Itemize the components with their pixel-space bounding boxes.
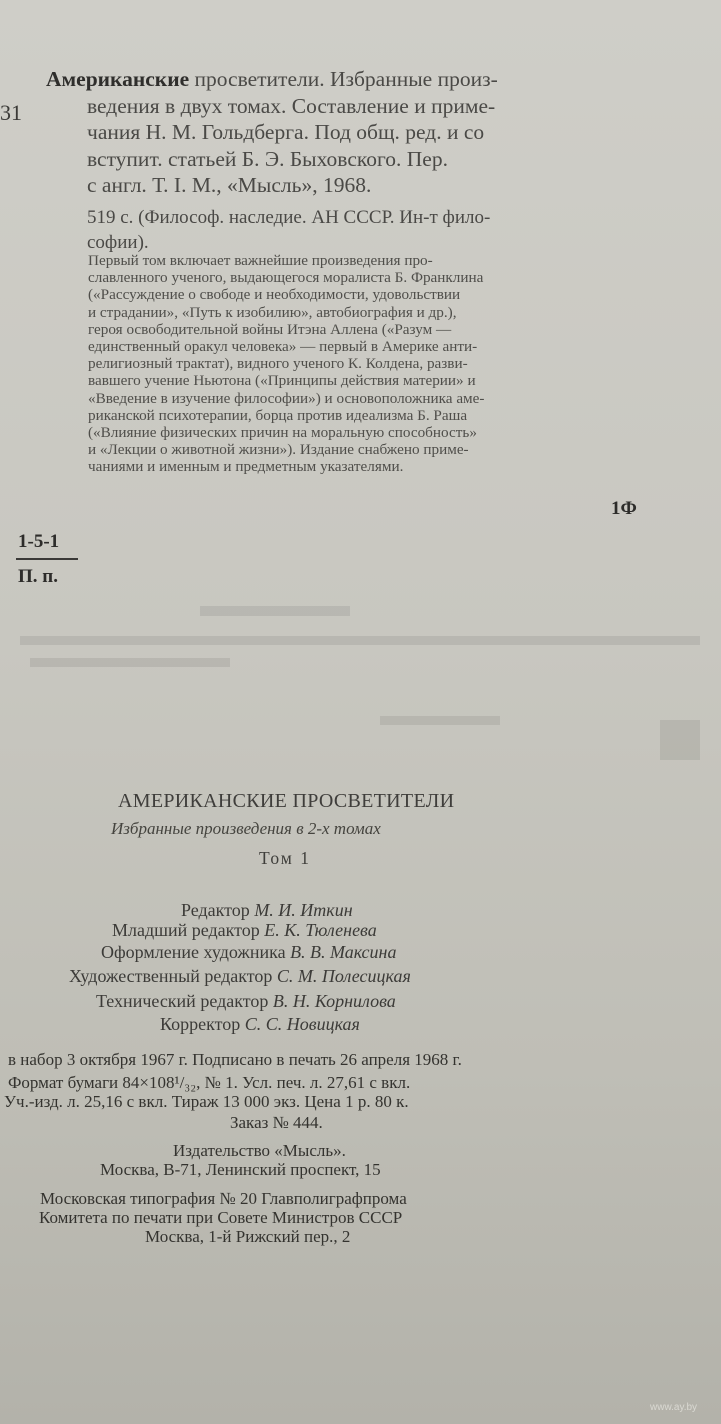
credit-proofreader: Корректор С. С. Новицкая (160, 1014, 360, 1034)
annotation (88, 252, 648, 476)
annotation-line: вавшего учение Ньютона («Принципы действия материи» и (88, 372, 476, 390)
entry-physical-description: 519 с. (Философ. наследие. АН СССР. Ин-т фило- софии). (87, 206, 491, 253)
annotation-line: («Влияние физических причин на моральную способность» (88, 424, 477, 442)
annotation-line: славленного ученого, выдающегося моралиста Б. Франклина (88, 269, 484, 287)
annotation-line: («Рассуждение о свободе и необходимости, удовольствии (88, 286, 461, 304)
annotation-line: Первый том включает важнейшие произведения про- (88, 252, 433, 269)
imprint-line: в набор 3 октября 1967 г. Подписано в печать 26 апреля 1968 г. (8, 1050, 462, 1069)
credit-junior-editor: Младший редактор Е. К. Тюленева (112, 920, 377, 940)
volume-label: Том 1 (259, 848, 311, 868)
annotation-line: религиозный трактат), видного ученого К. Колдена, разви- (88, 355, 468, 373)
imprint-printer: Комитета по печати при Совете Министров СССР (39, 1208, 403, 1227)
show-through-texture (20, 600, 710, 780)
imprint-line: Формат бумаги 84×108¹/₃₂, № 1. Усл. печ. л. 27,61 с вкл. (8, 1073, 411, 1092)
imprint-address: Москва, В-71, Ленинский проспект, 15 (100, 1160, 381, 1179)
entry-line-4: вступит. статьей Б. Э. Быховского. Пер. (87, 146, 448, 171)
annotation-line: единственный оракул человека» — первый в Америке анти- (88, 338, 478, 356)
catalog-code-top: 1-5-1 (18, 531, 60, 552)
catalog-code-bottom: П. п. (18, 566, 58, 587)
imprint-printer-address: Москва, 1-й Рижский пер., 2 (145, 1227, 351, 1246)
entry-author: Американские (46, 67, 190, 91)
annotation-line: риканской психотерапии, борца против идеализма Б. Раша (88, 406, 468, 424)
credit-editor: Редактор М. И. Иткин (181, 900, 353, 920)
classification-index: 1Ф (611, 498, 637, 519)
imprint-printer: Московская типография № 20 Главполиграфпрома (40, 1189, 407, 1208)
watermark: www.ay.by (650, 1402, 698, 1413)
book-subtitle: Избранные произведения в 2-х томах (111, 819, 381, 838)
book-title: АМЕРИКАНСКИЕ ПРОСВЕТИТЕЛИ (118, 790, 455, 812)
entry-line-5: с англ. Т. I. М., «Мысль», 1968. (87, 173, 372, 197)
catalog-entry (46, 66, 656, 255)
annotation-line: и «Лекции о животной жизни»). Издание снабжено приме- (88, 441, 469, 459)
imprint-line: Заказ № 444. (230, 1113, 323, 1132)
imprint-line: Уч.-изд. л. 25,16 с вкл. Тираж 13 000 экз. Цена 1 р. 80 к. (4, 1092, 409, 1111)
entry-line-1: Американские просветители. Избранные произ- (46, 67, 498, 91)
annotation-line: «Введение в изучение философии») и основоположника аме- (88, 389, 485, 407)
margin-mark: 31 (0, 100, 22, 125)
entry-line-2: ведения в двух томах. Составление и приме- (87, 93, 496, 118)
annotation-line: и страдании», «Путь к изобилию», автобиография и др.), (88, 303, 457, 321)
credit-art-editor: Художественный редактор С. М. Полесицкая (69, 966, 411, 986)
annotation-line: героя освободительной войны Итэна Аллена («Разум — (88, 320, 452, 338)
imprint-publisher: Издательство «Мысль». (173, 1141, 346, 1160)
credit-tech-editor: Технический редактор В. Н. Корнилова (96, 991, 396, 1011)
code-divider (16, 558, 78, 560)
entry-line-3: чания Н. М. Гольдберга. Под общ. ред. и со (87, 120, 485, 144)
annotation-line: чаниями и именным и предметным указателями. (88, 458, 404, 476)
credit-design: Оформление художника В. В. Максина (101, 942, 397, 962)
